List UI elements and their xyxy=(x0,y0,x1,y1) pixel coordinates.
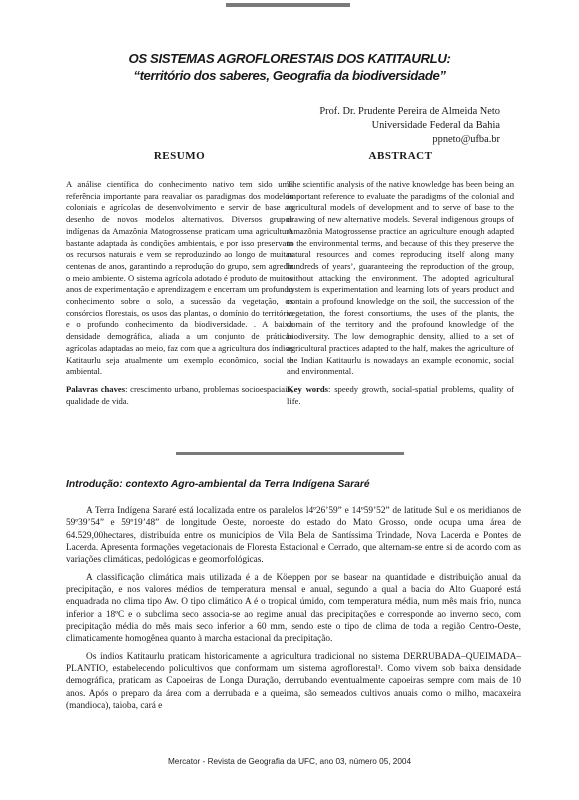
abstract-keywords xyxy=(287,384,514,407)
author-name: Prof. Dr. Prudente Pereira de Almeida Neto xyxy=(319,106,500,117)
abstract-keywords-text: : speedy growth, social-spatial problems, quality of life. xyxy=(287,384,514,406)
resumo-keywords-label: Palavras chaves xyxy=(66,384,126,394)
abstract-keywords-label: Key words xyxy=(287,384,329,394)
author-email: ppneto@ufba.br xyxy=(432,134,500,146)
resumo-keywords-text: : crescimento urbano, problemas socioespaciais, qualidade de vida. xyxy=(66,384,293,406)
resumo-keywords xyxy=(66,384,293,407)
author-block xyxy=(319,105,500,148)
page-footer: Mercator - Revista de Geografia da UFC, ano 03, número 05, 2004 xyxy=(167,757,412,766)
title-line-2: “território dos saberes, Geografia da biodiversidade” xyxy=(133,68,446,83)
body-paragraph: Os índios Katitaurlu praticam historicamente a agricultura tradicional no sistema DERRUBADA–QUEIMADA–PLANTIO, estabelecendo policultivos que conformam um sistema agroflorestal¹. Como vivem sob baixa densidade demográfica, praticam as Capoeiras de Longa Duração, derrubando eventualmente capoeiras sempre com mais de 10 anos. Após o preparo da área com a derrubada e a queima, são semeados cultivos anuais como o milho, macaxeira (mandioca), taioba, cará e xyxy=(66,651,521,712)
section-divider xyxy=(176,452,404,455)
title-line-1: OS SISTEMAS AGROFLORESTAIS DOS KATITAURLU: xyxy=(128,51,451,66)
body-paragraph: A Terra Indígena Sararé está localizada entre os paralelos l4º26’59” e 14º59’52” de latitude Sul e os meridianos de 59º39’54” e 59º19’48” de longitude Oeste, noroeste do estado do Mato Grosso, onde ocupa uma área de 64.529,00hectares, distribuída entre os municípios de Vila Bela de Santíssima Trindade, Nova Lacerda e Pontes de Lacerda. Apresenta formações vegetacionais de Floresta Estacional e Cerrado, que alternam-se entre si de acordo com as variações climáticas, pedológicas e geomorfológicas. xyxy=(66,506,521,566)
top-rule xyxy=(226,3,350,7)
article-title xyxy=(60,50,519,84)
resumo-column xyxy=(66,150,293,406)
abstract-column xyxy=(287,150,514,406)
body-text xyxy=(66,505,521,718)
body-paragraph: A classificação climática mais utilizada é a de Köeppen por se basear na quantidade e distribuição anual da precipitação, e nos valores médios de temperatura mensal e anual, segundo a qual a bacia do Alto Guaporé está enquadrada no clima tipo Aw. O tipo climático A é o tropical úmido, com temperatura média, num mês mais frio, nunca inferior a 18ºC e o subclima seco associa-se ao regime anual das precipitações e corresponde ao inverno seco, com precipitação média do mês mais seco inferior a 60 mm, sendo este o tipo de clima de toda a região Centro-Oeste, climaticamente homogênea quanto à marcha estacional da precipitação. xyxy=(66,572,521,645)
resumo-text: A análise científica do conhecimento nativo tem sido uma referência importante para reavaliar os paradigmas dos modelos coloniais e agrícolas de desenvolvimento e servir de base ao desenho de novos modelos alternativos. Diversos grupos indígenas da Amazônia Matogrossense praticam uma agricultura bastante adaptada às condições ambientais, e por isso preservam os recursos naturais e vem se reproduzindo ao longo de muitas centenas de anos, garantindo a reprodução do grupo, sem agredir o meio ambiente. O sistema agrícola adotado é produto de muitos anos de experimentação e aprendizagem e encerram um profundo conhecimento sobre o solo, a sucessão da vegetação, os consórcios florestais, os usos das plantas, o domínio do território e o profundo conhecimento da biodiversidade. . A baixa densidade demográfica, aliada a um conjunto de práticas agrícolas adaptadas ao meio, faz com que a agricultura dos índios Katitaurlu seja atualmente um exemplo econômico, social e ambiental. xyxy=(66,179,293,377)
section-title: Introdução: contexto Agro-ambiental da Terra Indígena Sararé xyxy=(66,479,370,490)
abstract-heading: ABSTRACT xyxy=(368,150,433,162)
resumo-heading: RESUMO xyxy=(153,150,206,162)
abstract-text: The scientific analysis of the native knowledge has been being an important reference to evaluate the paradigms of the colonial and agricultural models of development and to serve of base to the drawing of new alternative models. Several indigenous groups of Amazônia Matogrossense practice an agriculture enough adapted to the environmental terms, and because of this they preserve the natural resources and comes reproducing itself along many hundreds of years’, guaranteeing the reproduction of the group, without attacking the environment. The adopted agricultural system is experimentation and learning lots of years product and contain a profound knowledge on the soil, the succession of the vegetation, the forest consortiums, the uses of the plants, the domain of the territory and the profound knowledge of the biodiversity. The low demographic density, allied to a set of agricultural practices adapted to the half, makes the agriculture of the Indian Katitaurlu is nowadays an example economic, social and environmental. xyxy=(287,179,514,377)
author-affiliation: Universidade Federal da Bahia xyxy=(371,120,500,132)
